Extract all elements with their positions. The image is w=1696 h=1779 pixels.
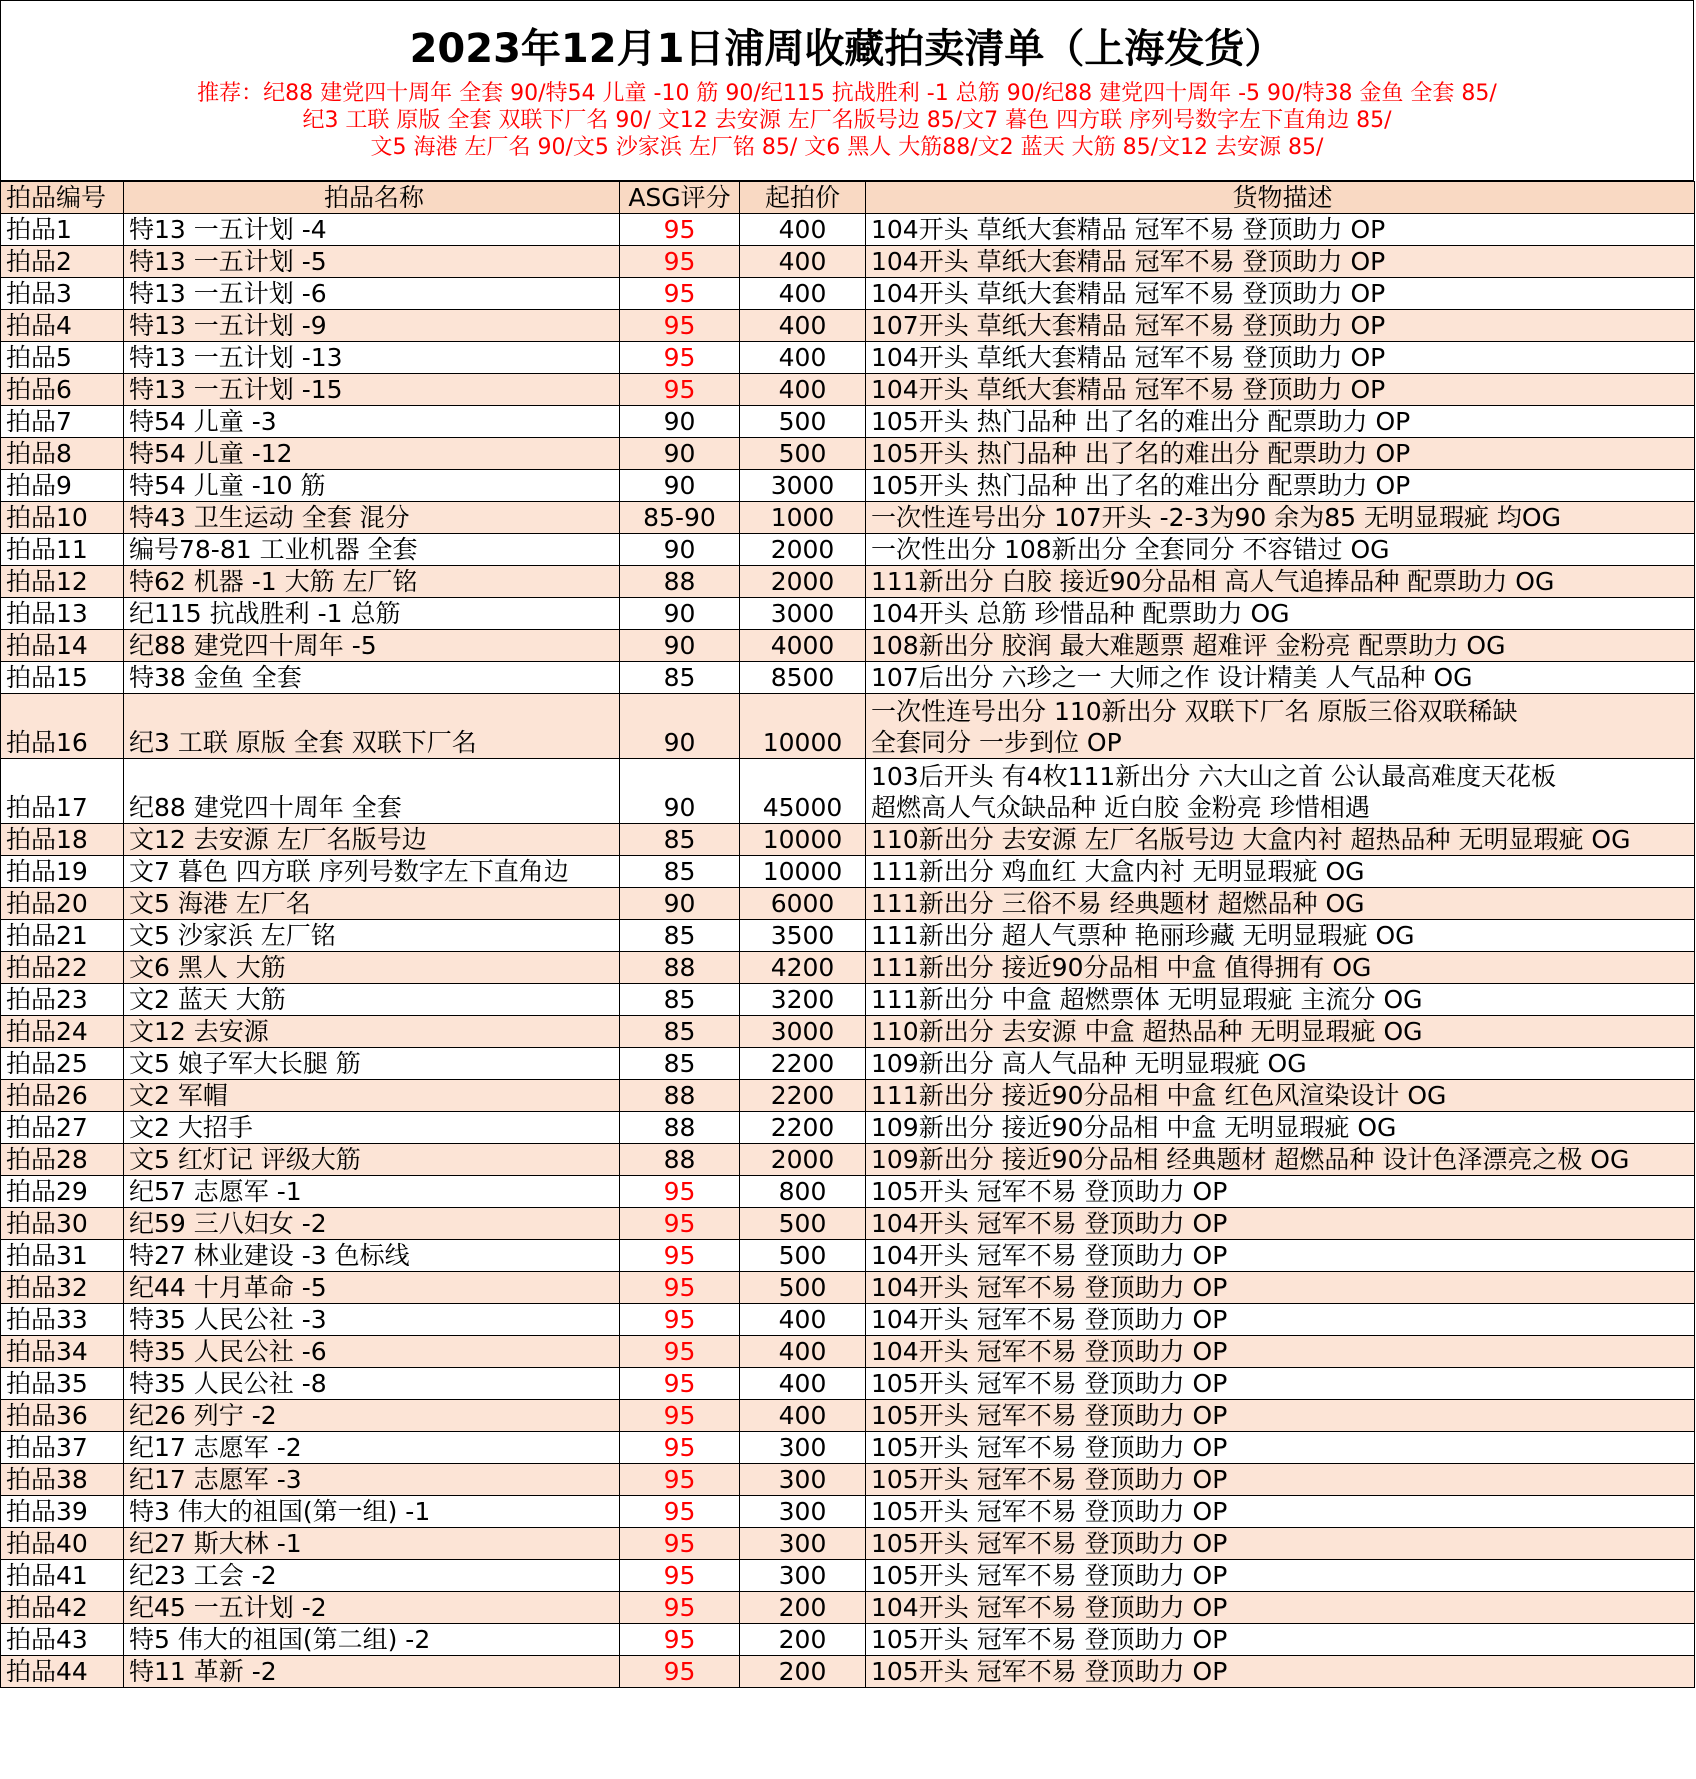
description-cell: 105开头 冠军不易 登顶助力 OP <box>866 1560 1695 1592</box>
description-cell: 111新出分 白胶 接近90分品相 高人气追捧品种 配票助力 OG <box>866 566 1695 598</box>
start-price-cell: 3200 <box>740 984 866 1016</box>
asg-grade-cell: 85 <box>620 824 740 856</box>
lot-name-cell: 特35 人民公社 -6 <box>124 1336 620 1368</box>
asg-grade-cell: 88 <box>620 1080 740 1112</box>
asg-grade-cell: 85 <box>620 1048 740 1080</box>
asg-grade-cell: 95 <box>620 1240 740 1272</box>
lot-no-cell: 拍品42 <box>1 1592 124 1624</box>
lot-no-cell: 拍品25 <box>1 1048 124 1080</box>
start-price-cell: 400 <box>740 246 866 278</box>
description-cell: 107后出分 六珍之一 大师之作 设计精美 人气品种 OG <box>866 662 1695 694</box>
start-price-cell: 3000 <box>740 598 866 630</box>
lot-no-cell: 拍品2 <box>1 246 124 278</box>
lot-no-cell: 拍品7 <box>1 406 124 438</box>
description-cell: 105开头 冠军不易 登顶助力 OP <box>866 1528 1695 1560</box>
start-price-cell: 10000 <box>740 824 866 856</box>
description-cell: 105开头 冠军不易 登顶助力 OP <box>866 1368 1695 1400</box>
asg-grade-cell: 95 <box>620 246 740 278</box>
table-row <box>1 1240 1695 1272</box>
start-price-cell: 3000 <box>740 1016 866 1048</box>
lot-name-cell: 纪45 一五计划 -2 <box>124 1592 620 1624</box>
lot-no-cell: 拍品16 <box>1 694 124 759</box>
table-row <box>1 888 1695 920</box>
table-body <box>1 214 1695 1688</box>
start-price-cell: 3500 <box>740 920 866 952</box>
description-cell: 104开头 总筋 珍惜品种 配票助力 OG <box>866 598 1695 630</box>
description-cell: 105开头 冠军不易 登顶助力 OP <box>866 1464 1695 1496</box>
description-cell: 107开头 草纸大套精品 冠军不易 登顶助力 OP <box>866 310 1695 342</box>
description-cell: 一次性连号出分 110新出分 双联下厂名 原版三俗双联稀缺 全套同分 一步到位 OP <box>866 694 1695 759</box>
description-cell: 109新出分 接近90分品相 中盒 无明显瑕疵 OG <box>866 1112 1695 1144</box>
start-price-cell: 400 <box>740 278 866 310</box>
description-cell: 104开头 草纸大套精品 冠军不易 登顶助力 OP <box>866 214 1695 246</box>
start-price-cell: 2200 <box>740 1112 866 1144</box>
table-row <box>1 759 1695 824</box>
table-row <box>1 1272 1695 1304</box>
start-price-cell: 400 <box>740 1336 866 1368</box>
sheet-header <box>0 0 1694 181</box>
description-cell: 104开头 草纸大套精品 冠军不易 登顶助力 OP <box>866 374 1695 406</box>
start-price-cell: 2000 <box>740 566 866 598</box>
lot-name-cell: 文5 娘子军大长腿 筋 <box>124 1048 620 1080</box>
table-row <box>1 1592 1695 1624</box>
lot-name-cell: 特5 伟大的祖国(第二组) -2 <box>124 1624 620 1656</box>
table-row <box>1 630 1695 662</box>
table-row <box>1 1336 1695 1368</box>
lot-name-cell: 特54 儿童 -12 <box>124 438 620 470</box>
description-cell: 104开头 冠军不易 登顶助力 OP <box>866 1272 1695 1304</box>
table-row <box>1 920 1695 952</box>
asg-grade-cell: 95 <box>620 1272 740 1304</box>
table-row <box>1 1624 1695 1656</box>
lot-no-cell: 拍品32 <box>1 1272 124 1304</box>
description-cell: 一次性连号出分 107开头 -2-3为90 余为85 无明显瑕疵 均OG <box>866 502 1695 534</box>
lot-no-cell: 拍品13 <box>1 598 124 630</box>
start-price-cell: 2200 <box>740 1048 866 1080</box>
asg-grade-cell: 95 <box>620 342 740 374</box>
column-header-start-price: 起拍价 <box>740 182 866 214</box>
table-row <box>1 502 1695 534</box>
lot-no-cell: 拍品30 <box>1 1208 124 1240</box>
asg-grade-cell: 90 <box>620 598 740 630</box>
lot-no-cell: 拍品11 <box>1 534 124 566</box>
lot-no-cell: 拍品22 <box>1 952 124 984</box>
description-cell: 105开头 冠军不易 登顶助力 OP <box>866 1432 1695 1464</box>
start-price-cell: 10000 <box>740 856 866 888</box>
lot-name-cell: 特13 一五计划 -9 <box>124 310 620 342</box>
table-row <box>1 1080 1695 1112</box>
lot-name-cell: 文2 军帽 <box>124 1080 620 1112</box>
table-row <box>1 984 1695 1016</box>
column-header-description: 货物描述 <box>866 182 1695 214</box>
lot-name-cell: 纪59 三八妇女 -2 <box>124 1208 620 1240</box>
table-row <box>1 1656 1695 1688</box>
asg-grade-cell: 95 <box>620 1656 740 1688</box>
asg-grade-cell: 90 <box>620 630 740 662</box>
description-cell: 110新出分 去安源 中盒 超热品种 无明显瑕疵 OG <box>866 1016 1695 1048</box>
column-header-lot-no: 拍品编号 <box>1 182 124 214</box>
lot-no-cell: 拍品6 <box>1 374 124 406</box>
lot-name-cell: 特13 一五计划 -5 <box>124 246 620 278</box>
recommend-line: 推荐：纪88 建党四十周年 全套 90/特54 儿童 -10 筋 90/纪115 抗战胜利 -1 总筋 90/纪88 建党四十周年 -5 90/特38 金鱼 全套 85/ <box>197 81 1497 106</box>
description-cell: 105开头 冠军不易 登顶助力 OP <box>866 1496 1695 1528</box>
page-title: 2023年12月1日浦周收藏拍卖清单（上海发货） <box>409 26 1285 72</box>
lot-no-cell: 拍品17 <box>1 759 124 824</box>
lot-no-cell: 拍品19 <box>1 856 124 888</box>
table-header-row <box>1 182 1695 214</box>
lot-name-cell: 特54 儿童 -10 筋 <box>124 470 620 502</box>
lot-name-cell: 文2 蓝天 大筋 <box>124 984 620 1016</box>
table-row <box>1 1528 1695 1560</box>
table-row <box>1 952 1695 984</box>
lot-name-cell: 文5 海港 左厂名 <box>124 888 620 920</box>
start-price-cell: 1000 <box>740 502 866 534</box>
asg-grade-cell: 90 <box>620 470 740 502</box>
table-row <box>1 1208 1695 1240</box>
table-row <box>1 598 1695 630</box>
lot-no-cell: 拍品21 <box>1 920 124 952</box>
asg-grade-cell: 95 <box>620 1464 740 1496</box>
lot-name-cell: 纪17 志愿军 -3 <box>124 1464 620 1496</box>
start-price-cell: 4200 <box>740 952 866 984</box>
lot-name-cell: 文2 大招手 <box>124 1112 620 1144</box>
description-cell: 111新出分 超人气票种 艳丽珍藏 无明显瑕疵 OG <box>866 920 1695 952</box>
lot-name-cell: 特43 卫生运动 全套 混分 <box>124 502 620 534</box>
table-row <box>1 1368 1695 1400</box>
start-price-cell: 200 <box>740 1592 866 1624</box>
start-price-cell: 45000 <box>740 759 866 824</box>
start-price-cell: 400 <box>740 342 866 374</box>
asg-grade-cell: 88 <box>620 1144 740 1176</box>
asg-grade-cell: 85 <box>620 1016 740 1048</box>
lot-no-cell: 拍品3 <box>1 278 124 310</box>
description-cell: 105开头 冠军不易 登顶助力 OP <box>866 1176 1695 1208</box>
lot-no-cell: 拍品4 <box>1 310 124 342</box>
column-header-asg-grade: ASG评分 <box>620 182 740 214</box>
lot-no-cell: 拍品14 <box>1 630 124 662</box>
start-price-cell: 300 <box>740 1464 866 1496</box>
asg-grade-cell: 85-90 <box>620 502 740 534</box>
lot-no-cell: 拍品12 <box>1 566 124 598</box>
lot-no-cell: 拍品29 <box>1 1176 124 1208</box>
description-cell: 105开头 冠军不易 登顶助力 OP <box>866 1400 1695 1432</box>
asg-grade-cell: 95 <box>620 278 740 310</box>
table-row <box>1 1496 1695 1528</box>
lot-no-cell: 拍品5 <box>1 342 124 374</box>
table-row <box>1 374 1695 406</box>
start-price-cell: 200 <box>740 1656 866 1688</box>
asg-grade-cell: 85 <box>620 984 740 1016</box>
table-row <box>1 310 1695 342</box>
description-cell: 105开头 热门品种 出了名的难出分 配票助力 OP <box>866 438 1695 470</box>
auction-table <box>0 181 1695 1688</box>
asg-grade-cell: 90 <box>620 406 740 438</box>
lot-no-cell: 拍品31 <box>1 1240 124 1272</box>
table-row <box>1 1048 1695 1080</box>
start-price-cell: 4000 <box>740 630 866 662</box>
lot-no-cell: 拍品40 <box>1 1528 124 1560</box>
start-price-cell: 400 <box>740 310 866 342</box>
asg-grade-cell: 85 <box>620 662 740 694</box>
start-price-cell: 300 <box>740 1560 866 1592</box>
table-row <box>1 856 1695 888</box>
table-row <box>1 566 1695 598</box>
description-cell: 105开头 热门品种 出了名的难出分 配票助力 OP <box>866 470 1695 502</box>
lot-no-cell: 拍品43 <box>1 1624 124 1656</box>
asg-grade-cell: 90 <box>620 888 740 920</box>
table-row <box>1 534 1695 566</box>
table-row <box>1 1400 1695 1432</box>
start-price-cell: 2000 <box>740 534 866 566</box>
lot-no-cell: 拍品41 <box>1 1560 124 1592</box>
lot-name-cell: 纪88 建党四十周年 全套 <box>124 759 620 824</box>
asg-grade-cell: 90 <box>620 438 740 470</box>
table-row <box>1 470 1695 502</box>
description-cell: 111新出分 接近90分品相 中盒 值得拥有 OG <box>866 952 1695 984</box>
asg-grade-cell: 88 <box>620 566 740 598</box>
start-price-cell: 500 <box>740 1240 866 1272</box>
asg-grade-cell: 90 <box>620 534 740 566</box>
start-price-cell: 10000 <box>740 694 866 759</box>
asg-grade-cell: 95 <box>620 1368 740 1400</box>
description-cell: 111新出分 接近90分品相 中盒 红色风渲染设计 OG <box>866 1080 1695 1112</box>
description-cell: 104开头 草纸大套精品 冠军不易 登顶助力 OP <box>866 278 1695 310</box>
lot-name-cell: 纪17 志愿军 -2 <box>124 1432 620 1464</box>
description-cell: 104开头 冠军不易 登顶助力 OP <box>866 1592 1695 1624</box>
lot-name-cell: 纪115 抗战胜利 -1 总筋 <box>124 598 620 630</box>
lot-name-cell: 特13 一五计划 -6 <box>124 278 620 310</box>
start-price-cell: 3000 <box>740 470 866 502</box>
lot-name-cell: 文7 暮色 四方联 序列号数字左下直角边 <box>124 856 620 888</box>
start-price-cell: 6000 <box>740 888 866 920</box>
asg-grade-cell: 95 <box>620 1304 740 1336</box>
description-cell: 111新出分 鸡血红 大盒内衬 无明显瑕疵 OG <box>866 856 1695 888</box>
column-header-lot-name: 拍品名称 <box>124 182 620 214</box>
lot-no-cell: 拍品8 <box>1 438 124 470</box>
lot-name-cell: 文5 红灯记 评级大筋 <box>124 1144 620 1176</box>
description-cell: 103后开头 有4枚111新出分 六大山之首 公认最高难度天花板 超燃高人气众缺品种 近白胶 金粉亮 珍惜相遇 <box>866 759 1695 824</box>
asg-grade-cell: 88 <box>620 1112 740 1144</box>
table-row <box>1 824 1695 856</box>
asg-grade-cell: 95 <box>620 1400 740 1432</box>
start-price-cell: 300 <box>740 1528 866 1560</box>
lot-name-cell: 纪23 工会 -2 <box>124 1560 620 1592</box>
asg-grade-cell: 90 <box>620 694 740 759</box>
start-price-cell: 300 <box>740 1496 866 1528</box>
lot-name-cell: 编号78-81 工业机器 全套 <box>124 534 620 566</box>
start-price-cell: 400 <box>740 1304 866 1336</box>
table-row <box>1 1432 1695 1464</box>
asg-grade-cell: 85 <box>620 920 740 952</box>
asg-grade-cell: 95 <box>620 1624 740 1656</box>
asg-grade-cell: 90 <box>620 759 740 824</box>
asg-grade-cell: 88 <box>620 952 740 984</box>
lot-no-cell: 拍品15 <box>1 662 124 694</box>
table-row <box>1 342 1695 374</box>
lot-name-cell: 特27 林业建设 -3 色标线 <box>124 1240 620 1272</box>
recommend-line: 文5 海港 左厂名 90/文5 沙家浜 左厂铭 85/ 文6 黑人 大筋88/文2 蓝天 大筋 85/文12 去安源 85/ <box>370 135 1324 160</box>
description-cell: 110新出分 去安源 左厂名版号边 大盒内衬 超热品种 无明显瑕疵 OG <box>866 824 1695 856</box>
table-row <box>1 1112 1695 1144</box>
description-cell: 104开头 冠军不易 登顶助力 OP <box>866 1208 1695 1240</box>
lot-no-cell: 拍品1 <box>1 214 124 246</box>
asg-grade-cell: 95 <box>620 1560 740 1592</box>
table-row <box>1 1464 1695 1496</box>
description-cell: 111新出分 三俗不易 经典题材 超燃品种 OG <box>866 888 1695 920</box>
table-row <box>1 1560 1695 1592</box>
description-cell: 104开头 冠军不易 登顶助力 OP <box>866 1304 1695 1336</box>
table-row <box>1 1304 1695 1336</box>
lot-name-cell: 纪57 志愿军 -1 <box>124 1176 620 1208</box>
asg-grade-cell: 95 <box>620 214 740 246</box>
start-price-cell: 800 <box>740 1176 866 1208</box>
start-price-cell: 2000 <box>740 1144 866 1176</box>
start-price-cell: 400 <box>740 1400 866 1432</box>
lot-name-cell: 特54 儿童 -3 <box>124 406 620 438</box>
table-row <box>1 246 1695 278</box>
recommend-line: 纪3 工联 原版 全套 双联下厂名 90/ 文12 去安源 左厂名版号边 85/文7 暮色 四方联 序列号数字左下直角边 85/ <box>302 108 1392 133</box>
lot-no-cell: 拍品23 <box>1 984 124 1016</box>
start-price-cell: 400 <box>740 214 866 246</box>
asg-grade-cell: 95 <box>620 1496 740 1528</box>
lot-name-cell: 文12 去安源 <box>124 1016 620 1048</box>
lot-name-cell: 文6 黑人 大筋 <box>124 952 620 984</box>
table-row <box>1 214 1695 246</box>
lot-no-cell: 拍品20 <box>1 888 124 920</box>
table-row <box>1 694 1695 759</box>
lot-name-cell: 特35 人民公社 -8 <box>124 1368 620 1400</box>
lot-name-cell: 纪88 建党四十周年 -5 <box>124 630 620 662</box>
start-price-cell: 8500 <box>740 662 866 694</box>
lot-name-cell: 特3 伟大的祖国(第一组) -1 <box>124 1496 620 1528</box>
lot-name-cell: 文5 沙家浜 左厂铭 <box>124 920 620 952</box>
description-cell: 104开头 草纸大套精品 冠军不易 登顶助力 OP <box>866 246 1695 278</box>
table-row <box>1 662 1695 694</box>
start-price-cell: 400 <box>740 1368 866 1400</box>
table-row <box>1 278 1695 310</box>
lot-name-cell: 特62 机器 -1 大筋 左厂铭 <box>124 566 620 598</box>
lot-no-cell: 拍品37 <box>1 1432 124 1464</box>
lot-name-cell: 特13 一五计划 -4 <box>124 214 620 246</box>
description-cell: 105开头 热门品种 出了名的难出分 配票助力 OP <box>866 406 1695 438</box>
description-cell: 109新出分 接近90分品相 经典题材 超燃品种 设计色泽漂亮之极 OG <box>866 1144 1695 1176</box>
lot-no-cell: 拍品38 <box>1 1464 124 1496</box>
description-cell: 111新出分 中盒 超燃票体 无明显瑕疵 主流分 OG <box>866 984 1695 1016</box>
asg-grade-cell: 95 <box>620 1528 740 1560</box>
lot-no-cell: 拍品34 <box>1 1336 124 1368</box>
start-price-cell: 400 <box>740 374 866 406</box>
lot-name-cell: 特13 一五计划 -13 <box>124 342 620 374</box>
table-row <box>1 406 1695 438</box>
description-cell: 一次性出分 108新出分 全套同分 不容错过 OG <box>866 534 1695 566</box>
lot-no-cell: 拍品27 <box>1 1112 124 1144</box>
lot-no-cell: 拍品26 <box>1 1080 124 1112</box>
description-cell: 104开头 草纸大套精品 冠军不易 登顶助力 OP <box>866 342 1695 374</box>
lot-no-cell: 拍品36 <box>1 1400 124 1432</box>
lot-no-cell: 拍品9 <box>1 470 124 502</box>
lot-no-cell: 拍品18 <box>1 824 124 856</box>
table-row <box>1 438 1695 470</box>
description-cell: 105开头 冠军不易 登顶助力 OP <box>866 1624 1695 1656</box>
lot-no-cell: 拍品35 <box>1 1368 124 1400</box>
lot-name-cell: 特13 一五计划 -15 <box>124 374 620 406</box>
asg-grade-cell: 95 <box>620 1176 740 1208</box>
table-row <box>1 1144 1695 1176</box>
lot-name-cell: 纪27 斯大林 -1 <box>124 1528 620 1560</box>
start-price-cell: 200 <box>740 1624 866 1656</box>
lot-name-cell: 文12 去安源 左厂名版号边 <box>124 824 620 856</box>
lot-no-cell: 拍品10 <box>1 502 124 534</box>
description-cell: 105开头 冠军不易 登顶助力 OP <box>866 1656 1695 1688</box>
asg-grade-cell: 95 <box>620 1336 740 1368</box>
description-cell: 108新出分 胶润 最大难题票 超难评 金粉亮 配票助力 OG <box>866 630 1695 662</box>
asg-grade-cell: 95 <box>620 310 740 342</box>
description-cell: 104开头 冠军不易 登顶助力 OP <box>866 1336 1695 1368</box>
lot-name-cell: 特38 金鱼 全套 <box>124 662 620 694</box>
start-price-cell: 500 <box>740 1208 866 1240</box>
lot-no-cell: 拍品44 <box>1 1656 124 1688</box>
asg-grade-cell: 95 <box>620 374 740 406</box>
start-price-cell: 500 <box>740 406 866 438</box>
lot-name-cell: 特35 人民公社 -3 <box>124 1304 620 1336</box>
lot-name-cell: 纪44 十月革命 -5 <box>124 1272 620 1304</box>
lot-no-cell: 拍品39 <box>1 1496 124 1528</box>
description-cell: 109新出分 高人气品种 无明显瑕疵 OG <box>866 1048 1695 1080</box>
asg-grade-cell: 85 <box>620 856 740 888</box>
lot-no-cell: 拍品24 <box>1 1016 124 1048</box>
lot-no-cell: 拍品33 <box>1 1304 124 1336</box>
table-row <box>1 1016 1695 1048</box>
lot-name-cell: 纪26 列宁 -2 <box>124 1400 620 1432</box>
asg-grade-cell: 95 <box>620 1208 740 1240</box>
start-price-cell: 300 <box>740 1432 866 1464</box>
start-price-cell: 500 <box>740 1272 866 1304</box>
asg-grade-cell: 95 <box>620 1592 740 1624</box>
lot-name-cell: 纪3 工联 原版 全套 双联下厂名 <box>124 694 620 759</box>
lot-name-cell: 特11 革新 -2 <box>124 1656 620 1688</box>
table-row <box>1 1176 1695 1208</box>
lot-no-cell: 拍品28 <box>1 1144 124 1176</box>
start-price-cell: 500 <box>740 438 866 470</box>
description-cell: 104开头 冠军不易 登顶助力 OP <box>866 1240 1695 1272</box>
asg-grade-cell: 95 <box>620 1432 740 1464</box>
start-price-cell: 2200 <box>740 1080 866 1112</box>
